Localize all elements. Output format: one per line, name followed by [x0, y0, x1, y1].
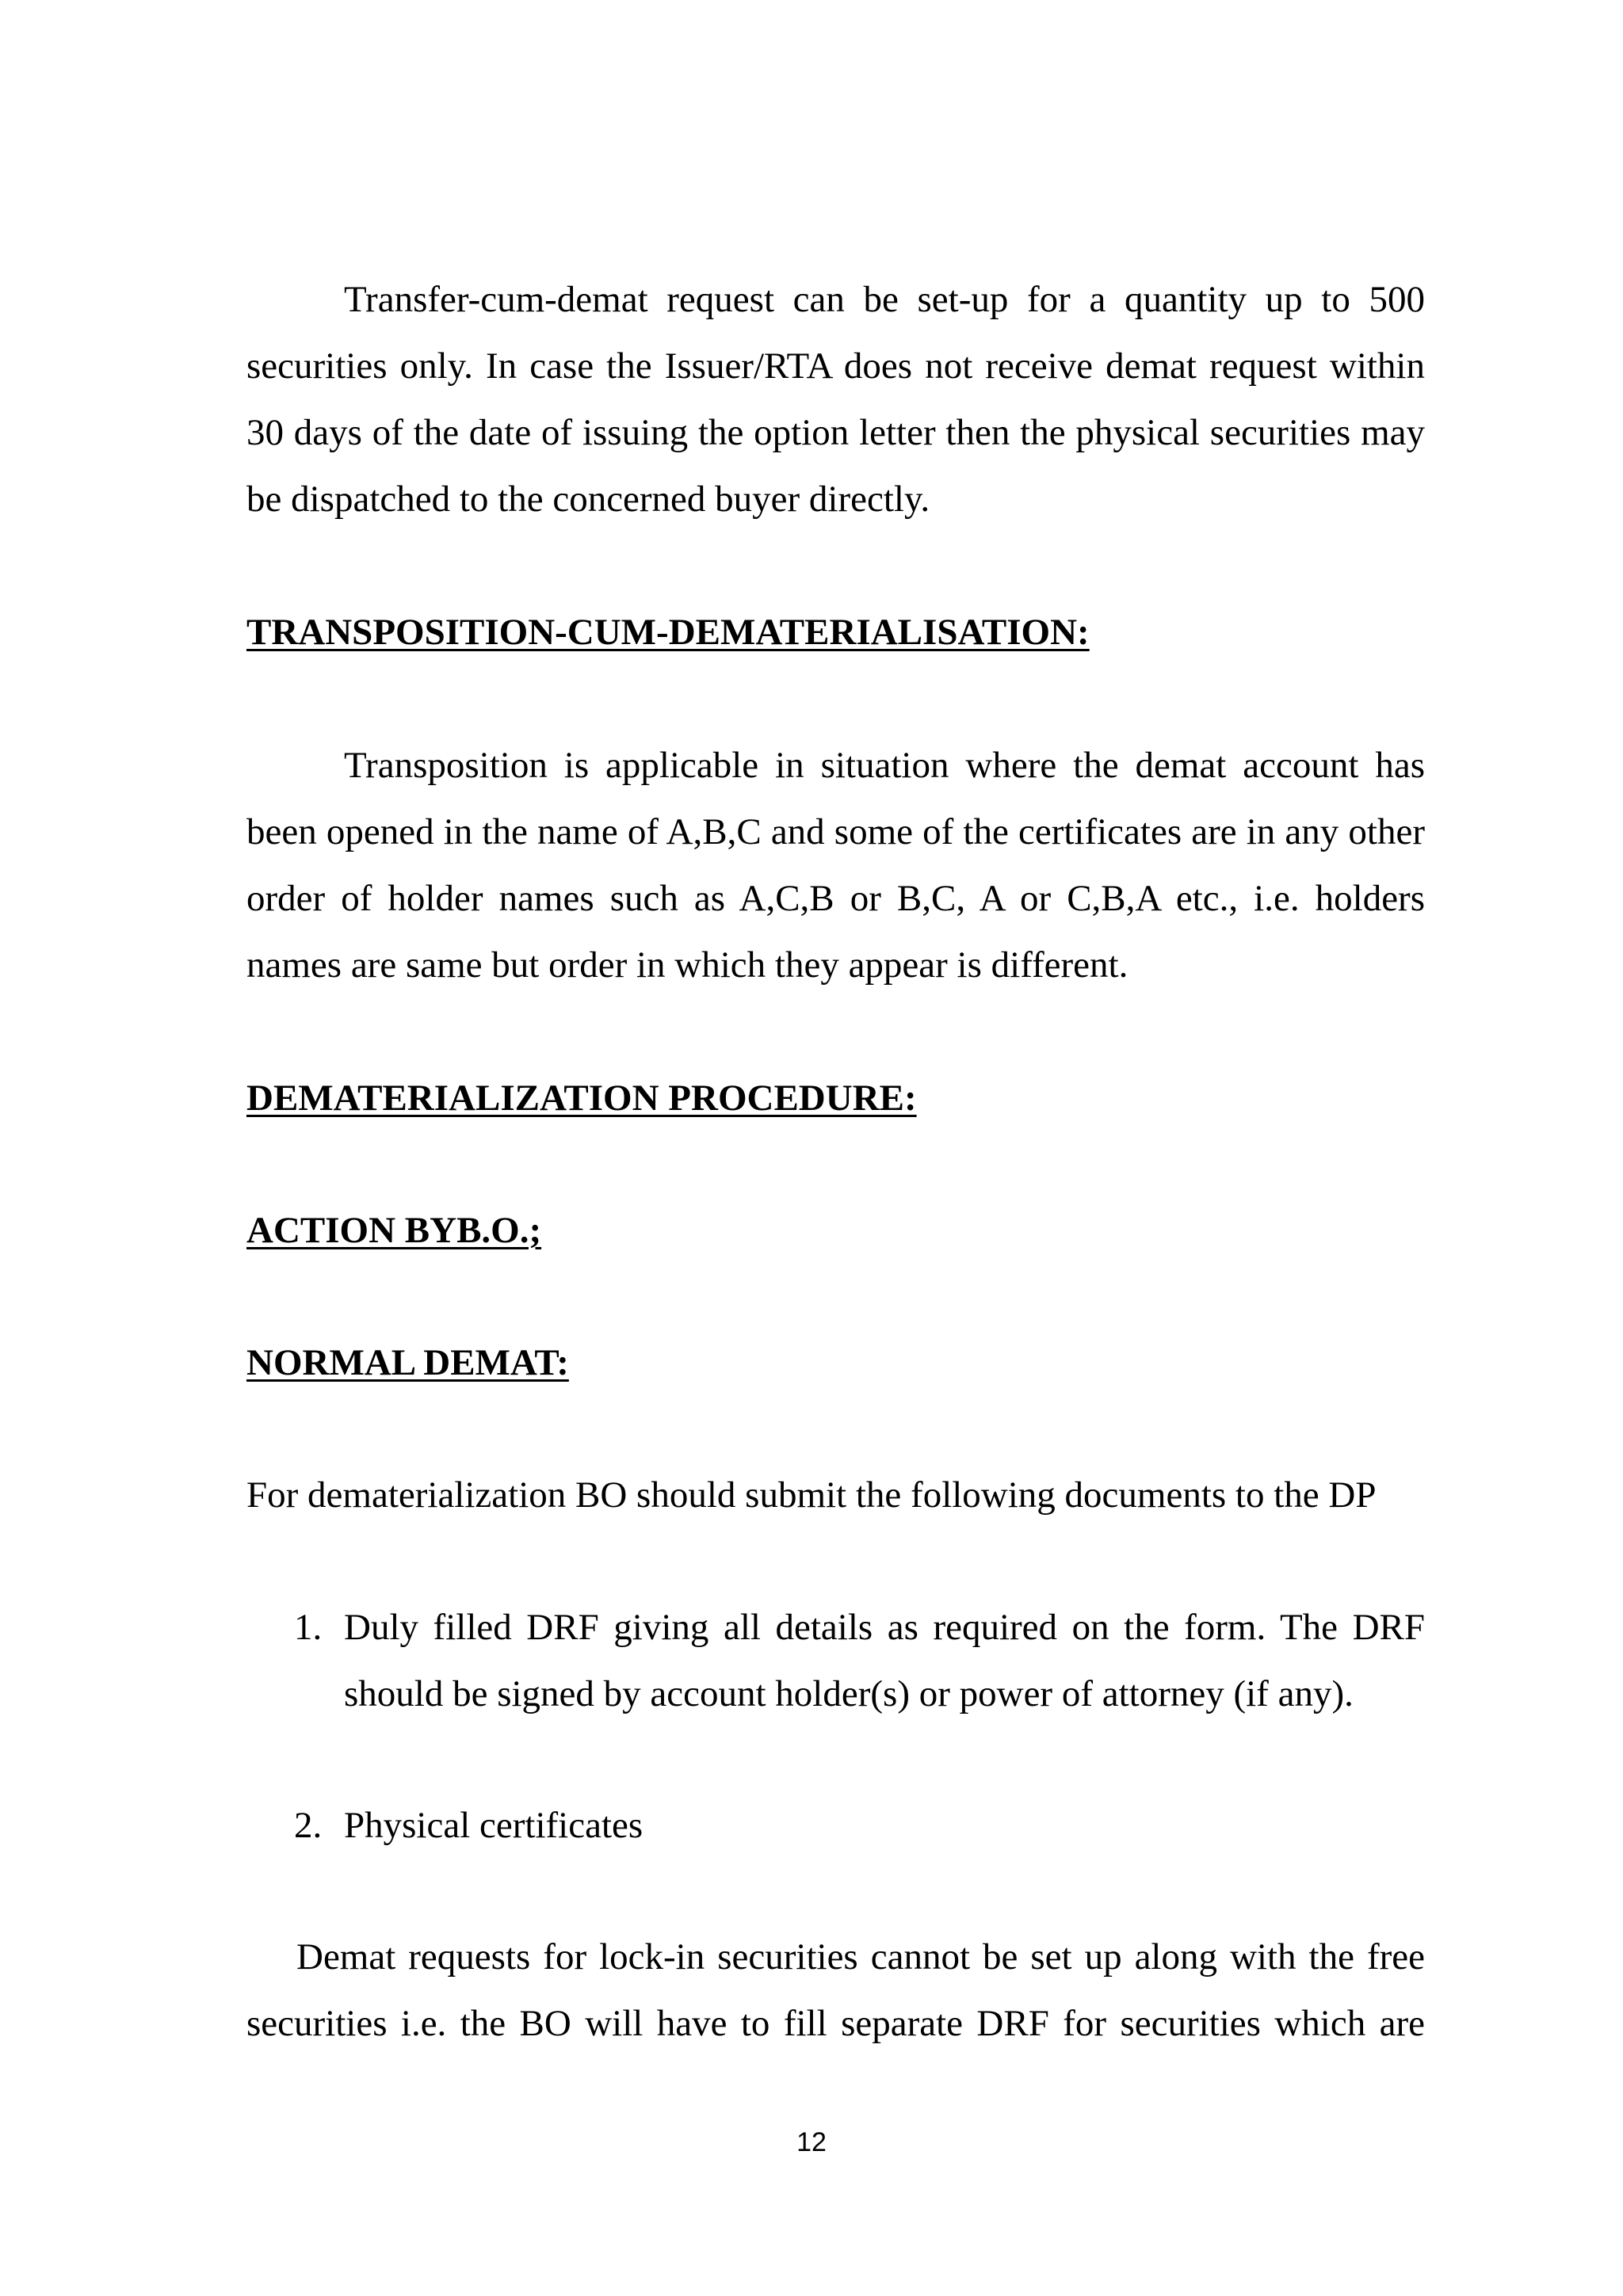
section-heading: DEMATERIALIZATION PROCEDURE: — [246, 1077, 917, 1119]
list-item-text: Duly filled DRF giving all details as required on the form. The DRF should be signed by account holder(s) or power of attorney (if any). — [344, 1607, 1425, 1714]
list-item-number: 1. — [294, 1607, 323, 1648]
section-heading: TRANSPOSITION-CUM-DEMATERIALISATION: — [246, 612, 1090, 653]
paragraph-text: Demat requests for lock-in securities cannot be set up along with the free securities i.e. the BO will have to fill separate DRF for securities which are — [246, 1936, 1425, 2044]
page-number: 12 — [796, 2127, 827, 2157]
paragraph-lock-in-securities — [246, 1924, 1425, 2057]
heading-normal-demat — [246, 1339, 1425, 1386]
heading-transposition — [246, 608, 1425, 656]
section-heading: NORMAL DEMAT: — [246, 1342, 569, 1383]
heading-action-by-bo — [246, 1207, 1425, 1254]
paragraph-transposition — [246, 732, 1425, 998]
list-item-number: 2. — [294, 1805, 323, 1846]
paragraph-documents-intro — [246, 1462, 1425, 1528]
paragraph-text: Transfer-cum-demat request can be set-up for a quantity up to 500 securities only. In case the Issuer/RTA does not receive demat request within 30 days of the date of issuing the option letter then the physical securities may be dispatched to the concerned buyer directly. — [246, 279, 1425, 520]
heading-dematerialization-procedure — [246, 1074, 1425, 1122]
list-item-text: Physical certificates — [344, 1805, 643, 1846]
paragraph-text: For dematerialization BO should submit the following documents to the DP — [246, 1474, 1377, 1516]
list-item — [246, 1594, 1425, 1727]
paragraph-text: Transposition is applicable in situation where the demat account has been opened in the name of A,B,C and some of the certificates are in any other order of holder names such as A,C,B or B,C, A or C,B,A etc., i.e. holders names are same but order in which they appear is different. — [246, 745, 1425, 986]
paragraph-transfer-cum-demat — [246, 266, 1425, 532]
section-heading: ACTION BYB.O.; — [246, 1210, 542, 1251]
list-item — [246, 1792, 1425, 1859]
